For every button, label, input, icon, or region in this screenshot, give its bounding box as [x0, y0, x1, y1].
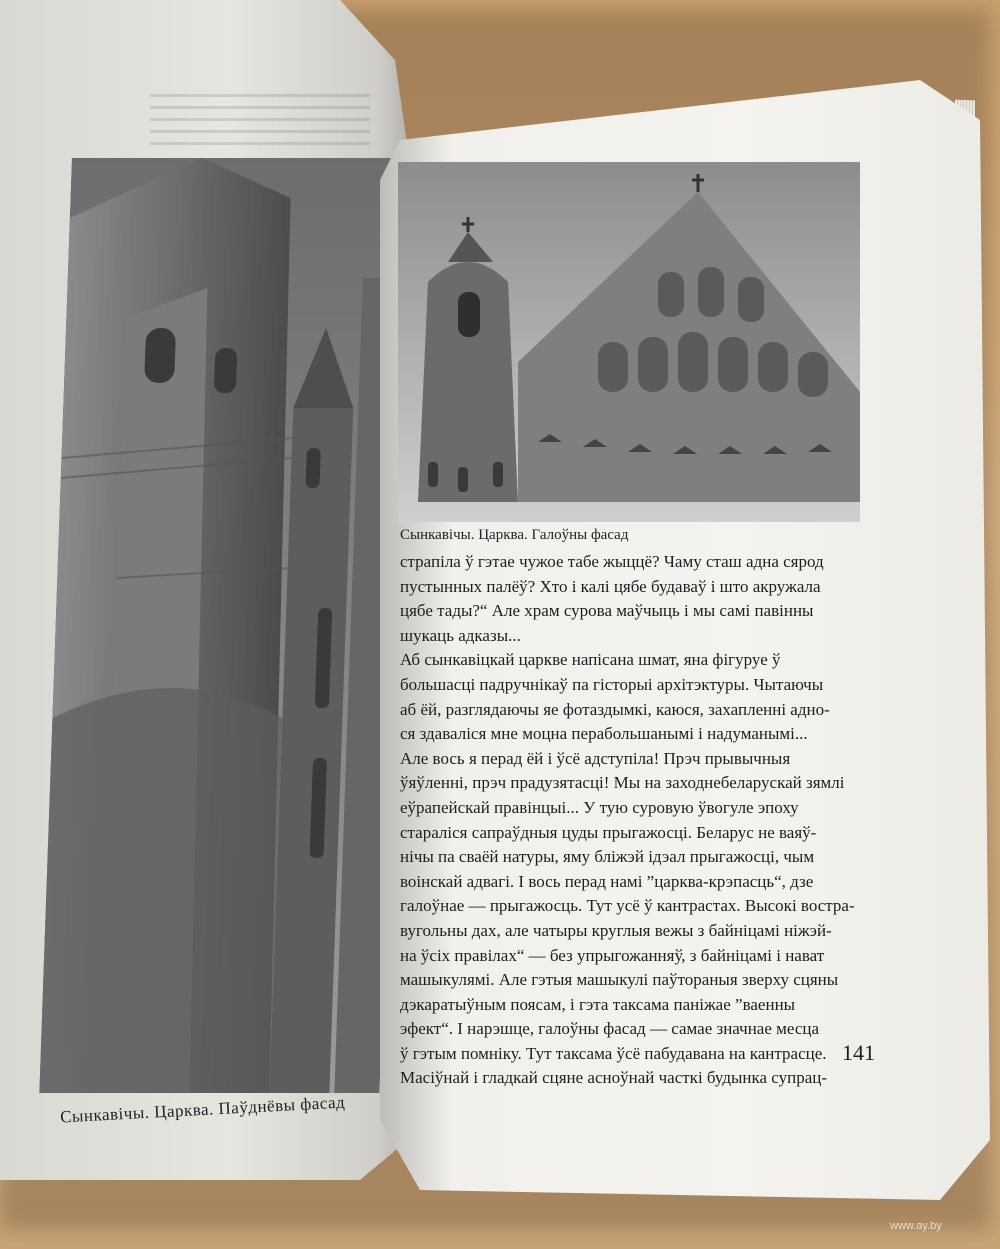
text-line: на ўсіх правілах“ — без упрыгожанняў, з байніцамі і нават: [400, 945, 825, 965]
text-line: ў гэтым помніку. Тут таксама ўсё пабудавана на кантрасце.: [400, 1043, 827, 1063]
text-line: аб ёй, разглядаючы яе фотаздымкі, каюся, захапленні адно-: [400, 699, 830, 719]
text-line: вугольны дах, але чатыры круглыя вежы з байніцамі ніжэй-: [400, 920, 832, 940]
text-line: страпіла ў гэтае чужое табе жыццё? Чаму сташ адна сярод: [400, 552, 824, 571]
body-text: [400, 550, 870, 1091]
church-main-facade-illustration: [398, 162, 860, 522]
text-line: дэкаратыўным поясам, і гэта таксама паніжае ”ваенны: [400, 994, 796, 1014]
text-line: Але вось я перад ёй і ўсё адступіла! Прэч прывычныя: [400, 748, 791, 768]
show-through-text: [150, 85, 370, 145]
text-line: машыкулямі. Але гэтыя машыкулі паўтораныя зверху сцяны: [400, 970, 839, 990]
text-line: галоўнае — прыгажосць. Тут усё ў кантрастах. Высокі востра-: [400, 896, 855, 916]
text-line: ўяўленні, прэч прадузятасці! Мы на заходнебеларускай зямлі: [400, 773, 845, 793]
text-line: воінскай адвагі. І вось перад намі ”царква-крэпасць“, дзе: [400, 871, 814, 891]
photo-south-facade: [39, 158, 412, 1093]
photo-main-facade: [398, 162, 860, 522]
text-line: еўрапейскай правінцыі... У тую суровую ўвогуле эпоху: [400, 797, 799, 817]
text-line: стараліся сапраўдныя цуды прыгажосці. Беларус не ваяў-: [400, 822, 817, 842]
text-line: эфект“. І нарэшце, галоўны фасад — самае значнае месца: [400, 1019, 820, 1039]
left-photo-caption: Сынкавічы. Царква. Паўднёвы фасад: [59, 1092, 346, 1127]
text-line: цябе тады?“ Але храм сурова маўчыць і мы самі павінны: [400, 601, 814, 621]
text-line: Масіўнай і гладкай сцяне асноўнай часткі будынка супрац-: [400, 1068, 828, 1088]
page-number: 141: [842, 1040, 875, 1065]
watermark: www.ay.by: [890, 1220, 942, 1232]
text-line: ся здаваліся мне моцна перабольшанымі і надуманымі...: [400, 724, 808, 744]
text-line: пустынных палёў? Хто і калі цябе будаваў і што акружала: [400, 576, 821, 596]
church-south-facade-illustration: [39, 158, 412, 1093]
text-line: шукаць адказы...: [400, 625, 521, 645]
right-photo-caption: Сынкавічы. Царква. Галоўны фасад: [400, 527, 629, 543]
text-line: нічы па сваёй натуры, яму бліжэй ідэал прыгажосці, чым: [400, 847, 815, 867]
text-line: Аб сынкавіцкай царкве напісана шмат, яна фігуруе ў: [400, 650, 781, 670]
text-line: большасці падручнікаў па гісторыі архітэктуры. Чытаючы: [400, 674, 824, 694]
